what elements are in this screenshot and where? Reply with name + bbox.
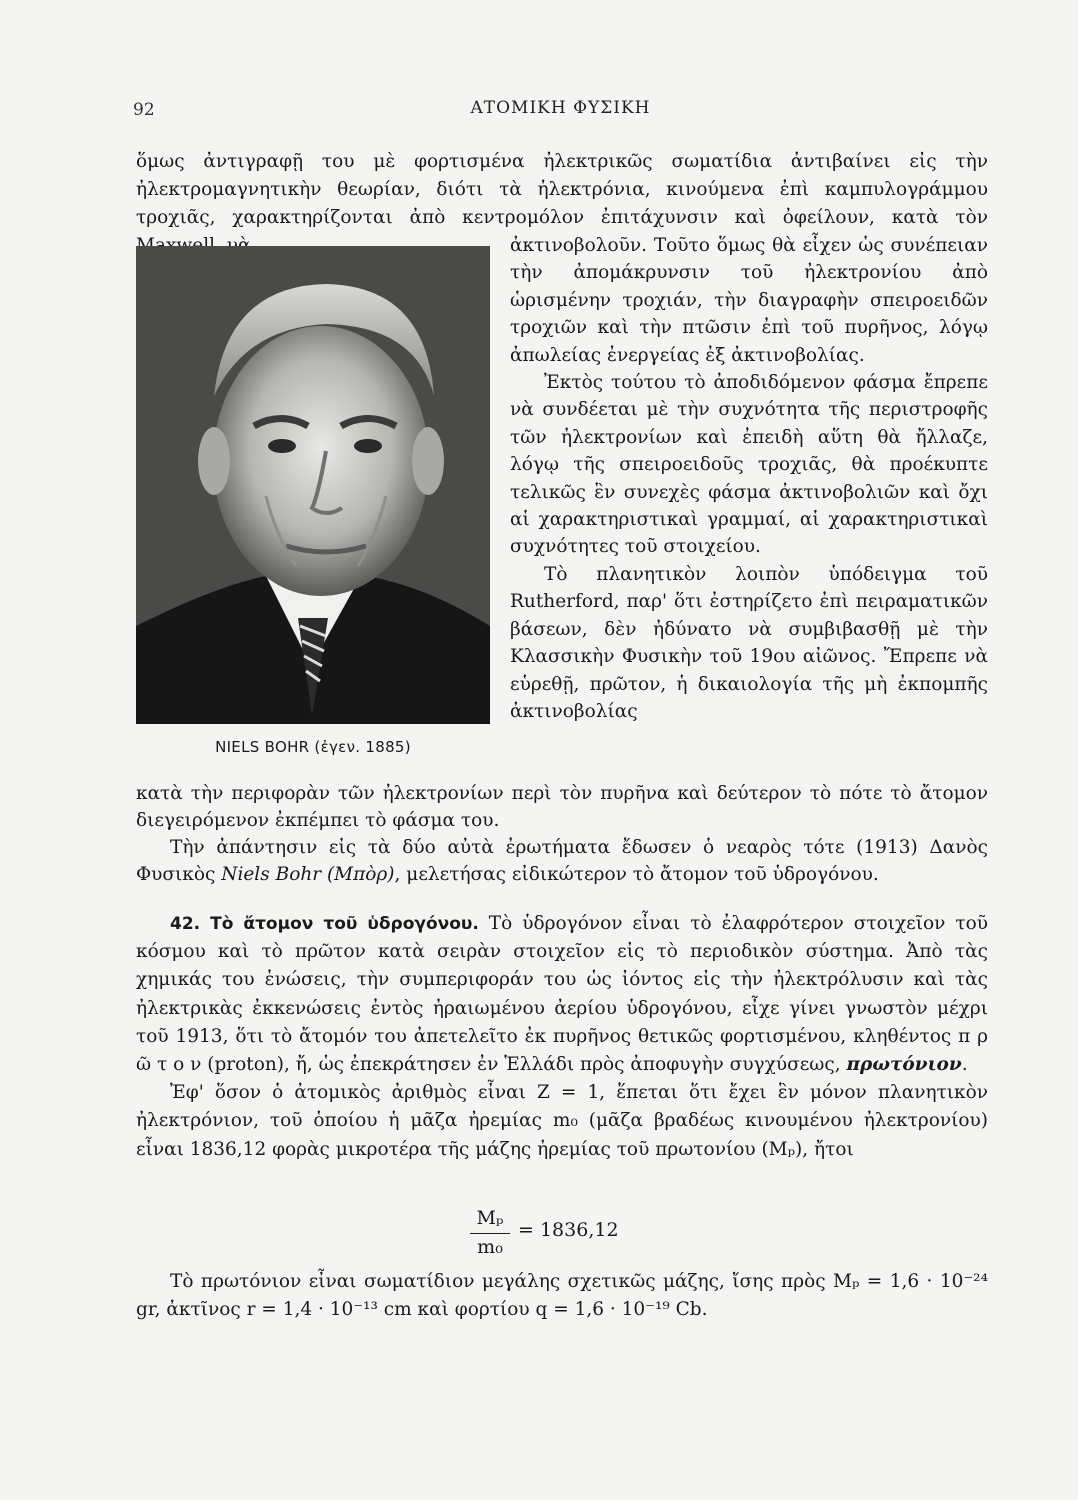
continuation-paragraph-2 xyxy=(136,834,988,888)
niels-bohr-portrait xyxy=(136,246,490,724)
section-42-paragraph-1 xyxy=(136,910,988,1079)
page-number: 92 xyxy=(133,100,155,120)
running-title: ΑΤΟΜΙΚΗ ΦΥΣΙΚΗ xyxy=(470,98,651,118)
section-text-b: (proton), ἤ, ὡς ἐπεκράτησεν ἐν Ἑλλάδι πρὸς ἀποφυγὴν συγχύσεως, xyxy=(201,1054,847,1076)
final-paragraph: Τὸ πρωτόνιον εἶναι σωματίδιον μεγάλης σχετικῶς μάζης, ἴσης πρὸς Mₚ = 1,6 · 10⁻²⁴ gr, ἀκτῖνος r = 1,4 · 10⁻¹³ cm καὶ φορτίου q = 1,6 · 10⁻¹⁹ Cb. xyxy=(136,1271,988,1320)
formula-denominator: m₀ xyxy=(477,1236,503,1258)
formula-fraction xyxy=(470,1207,510,1258)
final-text xyxy=(136,1268,988,1324)
spaced-term-proton: π ρ ῶ τ ο ν xyxy=(136,1025,989,1076)
continuation-text xyxy=(136,780,988,888)
mass-ratio-formula xyxy=(470,1207,690,1263)
formula-numerator: Mₚ xyxy=(476,1207,504,1229)
page-header xyxy=(133,98,988,128)
side-paragraph-1: ἀκτινοβολοῦν. Τοῦτο ὅμως θὰ εἶχεν ὡς συνέπειαν τὴν ἀπομάκρυνσιν τοῦ ἠλεκτρονίου ἀπὸ ὡρισμένην τροχιάν, τὴν διαγραφὴν σπειροειδῶν τροχιῶν καὶ τὴν πτῶσιν ἐπὶ τοῦ πυρῆνος, λόγῳ ἀπωλείας ἐνεργείας ἐξ ἀκτινοβολίας. xyxy=(510,235,988,366)
continuation-p2-start: Τὴν ἀπάντησιν εἰς τὰ δύο αὐτὰ ἐρωτήματα ἔδωσεν ὁ νεαρὸς τότε (1913) Δανὸς Φυσικὸς xyxy=(136,837,988,885)
term-protonion: πρωτόνιον xyxy=(846,1054,962,1076)
section-42 xyxy=(136,910,988,1164)
continuation-paragraph-1: κατὰ τὴν περιφορὰν τῶν ἠλεκτρονίων περὶ τὸν πυρῆνα καὶ δεύτερον τὸ πότε τὸ ἄτομον διεγειρόμενον ἐκπέμπει τὸ φάσμα του. xyxy=(136,783,988,831)
niels-bohr-name: Niels Bohr (Μπὸρ) xyxy=(221,864,395,885)
photo-caption: NIELS BOHR (ἐγεν. 1885) xyxy=(215,738,411,756)
continuation-p2-end: , μελετήσας εἰδικώτερον τὸ ἄτομον τοῦ ὑδρογόνου. xyxy=(394,864,879,885)
section-heading: 42. Τὸ ἄτομον τοῦ ὑδρογόνου. xyxy=(170,914,479,934)
section-text-a: Τὸ ὑδρογόνον εἶναι τὸ ἐλαφρότερον στοιχεῖον τοῦ κόσμου καὶ τὸ πρῶτον κατὰ σειρὰν στοιχεῖον εἰς τὸ περιοδικὸν σύστημα. Ἀπὸ τὰς χημικάς του ἑνώσεις, τὴν συμπεριφοράν του ὡς ἰόντος εἰς τὴν ἠλεκτρόλυσιν καὶ τὰς ἠλεκτρικὰς ἐκκενώσεις ἐντὸς ἠραιωμένου ἀερίου ὑδρογόνου, εἶχε γίνει γνωστὸν μέχρι τοῦ 1913, ὅτι τὸ ἄτομόν του ἀπετελεῖτο ἐκ πυρῆνος θετικῶς φορτισμένου, κληθέντος xyxy=(136,913,988,1047)
side-column-text xyxy=(510,232,988,725)
paragraph-top: ὅμως ἀντιγραφῇ του μὲ φορτισμένα ἠλεκτρικῶς σωματίδια ἀντιβαίνει εἰς τὴν ἠλεκτρομαγνητικὴν θεωρίαν, διότι τὰ ἠλεκτρόνια, κινούμενα ἐπὶ καμπυλογράμμου τροχιᾶς, χαρακτηρίζονται ἀπὸ κεντρομόλον ἐπιτάχυνσιν καὶ ὀφείλουν, κατὰ τὸν xyxy=(136,151,988,228)
fraction-bar xyxy=(470,1233,510,1234)
side-paragraph-2: Ἐκτὸς τούτου τὸ ἀποδιδόμενον φάσμα ἔπρεπε νὰ συνδέεται μὲ τὴν συχνότητα τῆς περιστροφῆς τῶν ἠλεκτρονίων καὶ ἐπειδὴ αὕτη θὰ ἤλλαζε, λόγῳ τῆς σπειροειδοῦς τροχιᾶς, θὰ προέκυπτε τελικῶς ἓν συνεχὲς φάσμα ἀκτινοβολιῶν καὶ ὄχι αἱ χαρακτηριστικαὶ γραμμαί, αἱ χαρακτηριστικαὶ συχνότητες τοῦ στοιχείου. xyxy=(510,372,988,558)
section-42-paragraph-2: Ἐφ' ὅσον ὁ ἀτομικὸς ἀριθμὸς εἶναι Z = 1, ἕπεται ὅτι ἔχει ἓν μόνον πλανητικὸν ἠλεκτρόνιον, τοῦ ὁποίου ἡ μᾶζα ἠρεμίας m₀ (μᾶζα βραδέως κινουμένου ἠλεκτρονίου) εἶναι 1836,12 φορὰς μικροτέρα τῆς μάζης ἠρεμίας τοῦ πρωτονίου (Mₚ), ἤτοι xyxy=(136,1082,988,1160)
side-paragraph-3: Τὸ πλανητικὸν λοιπὸν ὑπόδειγμα τοῦ Rutherford, παρ' ὅτι ἐστηρίζετο ἐπὶ πειραματικῶν βάσεων, δὲν ἠδύνατο νὰ συμβιβασθῇ μὲ τὴν Κλασσικὴν Φυσικὴν τοῦ 19ου αἰῶνος. Ἔπρεπε νὰ εὑρεθῇ, πρῶτον, ἡ δικαιολογία τῆς μὴ ἐκπομπῆς ἀκτινοβολίας xyxy=(510,563,988,722)
formula-rhs: = 1836,12 xyxy=(518,1219,619,1241)
section-text-end: . xyxy=(961,1054,968,1076)
portrait-illustration xyxy=(136,246,490,724)
